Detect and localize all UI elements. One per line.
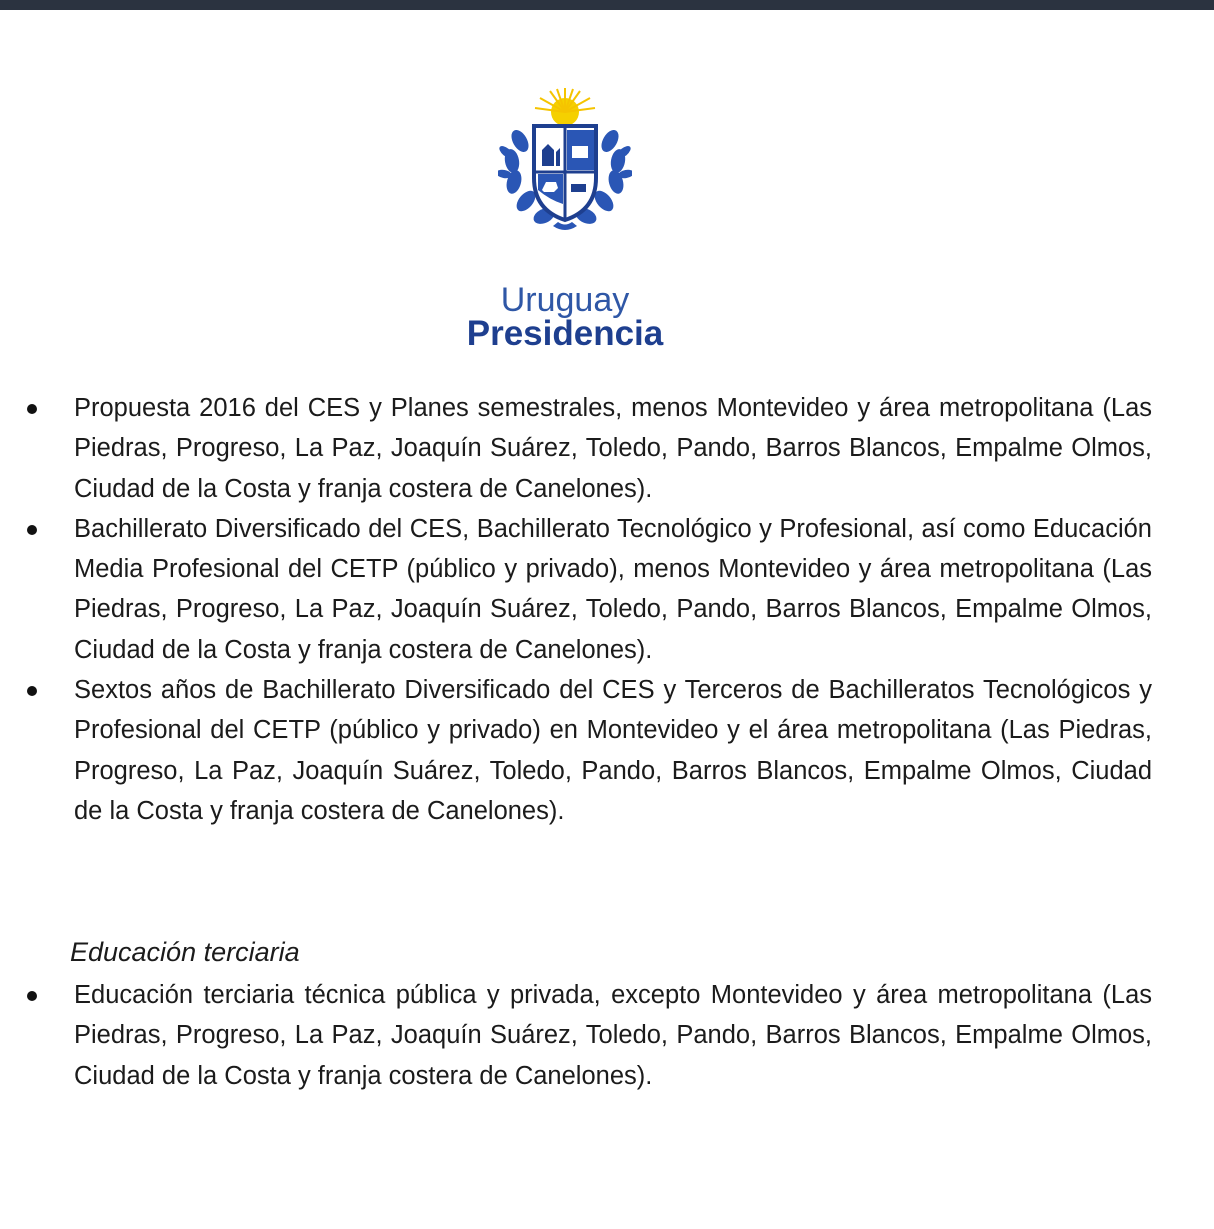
bullet-icon: [27, 525, 37, 535]
section-heading-tertiary: Educación terciaria: [70, 937, 300, 967]
coat-of-arms-icon: [498, 86, 632, 236]
bullet-icon: [27, 686, 37, 696]
shield-icon: [534, 126, 596, 220]
secondary-education-list: [22, 388, 1152, 831]
brand-office: Presidencia: [466, 314, 664, 353]
list-item: [22, 975, 1152, 1096]
list-item-text: Sextos años de Bachillerato Diversificado del CES y Terceros de Bachilleratos Tecnológicos y Profesional del CETP (público y privado) en Montevideo y el área metropolitana (Las Piedras, Progreso, La Paz, Joaquín Suárez, Toledo, Pando, Barros Blancos, Empalme Olmos, Ciudad de la Costa y franja costera de Canelones).: [74, 676, 1152, 825]
list-item: [22, 388, 1152, 509]
list-item-text: Educación terciaria técnica pública y privada, excepto Montevideo y área metropolitana (Las Piedras, Progreso, La Paz, Joaquín Suárez, Toledo, Pando, Barros Blancos, Empalme Olmos, Ciudad de la Costa y franja costera de Canelones).: [74, 981, 1152, 1090]
brand-country: Uruguay: [500, 281, 630, 319]
list-item: [22, 670, 1152, 831]
bullet-icon: [27, 404, 37, 414]
list-item-text: Propuesta 2016 del CES y Planes semestrales, menos Montevideo y área metropolitana (Las Piedras, Progreso, La Paz, Joaquín Suárez, Toledo, Pando, Barros Blancos, Empalme Olmos, Ciudad de la Costa y franja costera de Canelones).: [74, 394, 1152, 503]
list-item-text: Bachillerato Diversificado del CES, Bachillerato Tecnológico y Profesional, así como Educación Media Profesional del CETP (público y privado), menos Montevideo y área metropolitana (Las Piedras, Progreso, La Paz, Joaquín Suárez, Toledo, Pando, Barros Blancos, Empalme Olmos, Ciudad de la Costa y franja costera de Canelones).: [74, 514, 1152, 664]
sun-icon: [535, 88, 595, 126]
bullet-icon: [27, 991, 37, 1001]
list-item: [22, 509, 1152, 670]
top-bar: [0, 0, 1214, 10]
tertiary-education-list: [22, 975, 1152, 1096]
